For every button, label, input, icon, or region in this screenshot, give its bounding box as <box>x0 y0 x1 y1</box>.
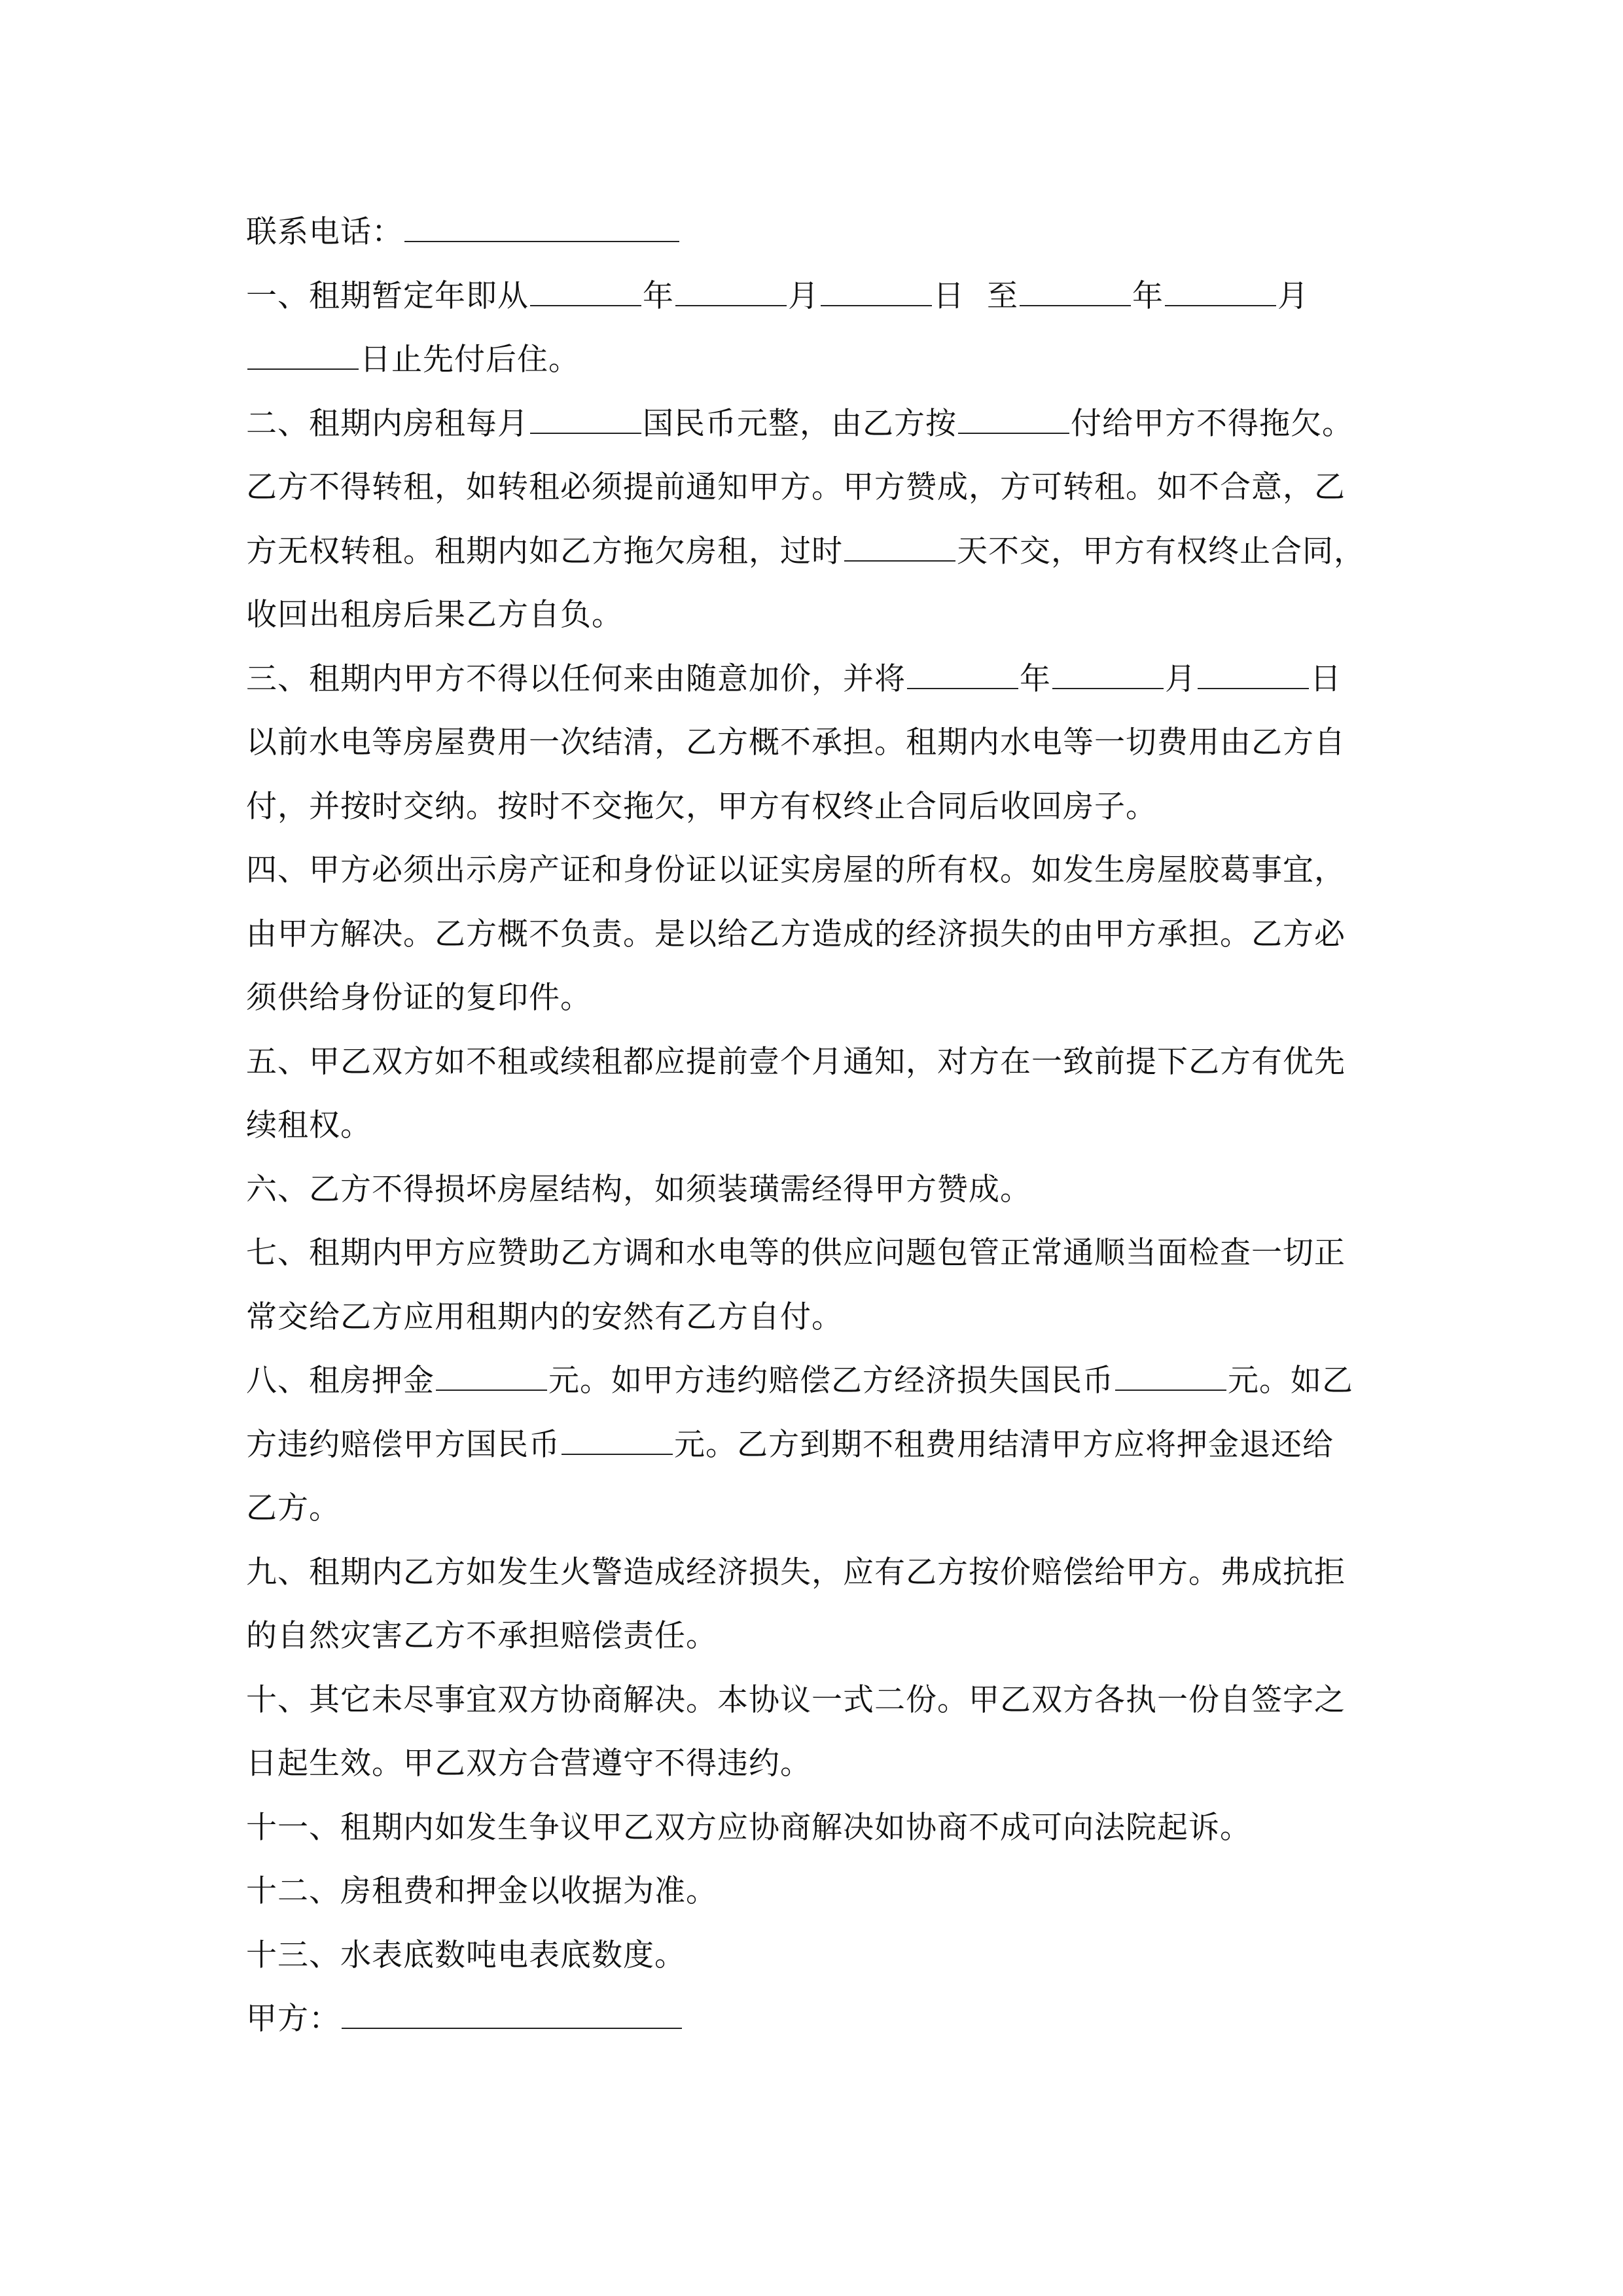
clause-5-line-1: 五、甲乙双方如不租或续租都应提前壹个月通知，对方在一致前提下乙方有优先 <box>246 1043 1346 1080</box>
deposit-blank[interactable] <box>436 1363 547 1391</box>
end-day-blank[interactable] <box>247 342 359 370</box>
clause-5-line-2: 续租权。 <box>246 1107 372 1143</box>
contact-line <box>246 200 1385 264</box>
clause-11-line-1: 十一、租期内如发生争议甲乙双方应协商解决如协商不成可向法院起诉。 <box>246 1809 1251 1846</box>
clause-7-line-1: 七、租期内甲方应赞助乙方调和水电等的供应问题包管正常通顺当面检查一切正 <box>246 1235 1346 1271</box>
signature-line <box>246 1987 1385 2051</box>
contract-body <box>246 200 1385 2051</box>
clause-3-line-2: 以前水电等房屋费用一次结清，乙方概不承担。租期内水电等一切费用由乙方自 <box>246 725 1346 761</box>
start-year-blank[interactable] <box>530 279 641 306</box>
clause-4-line-2: 由甲方解决。乙方概不负责。是以给乙方造成的经济损失的由甲方承担。乙方必 <box>246 916 1346 952</box>
clause-6-line-1: 六、乙方不得损坏房屋结构，如须装璜需经得甲方赞成。 <box>246 1171 1031 1208</box>
clause-3-line-3: 付，并按时交纳。按时不交拖欠，甲方有权终止合同后收回房子。 <box>246 788 1157 825</box>
clause-7-line-2: 常交给乙方应用租期内的安然有乙方自付。 <box>246 1299 843 1335</box>
clause-9-line-1: 九、租期内乙方如发生火警造成经济损失，应有乙方按价赔偿给甲方。弗成抗拒 <box>246 1554 1346 1590</box>
clause-2-line-2: 乙方不得转租，如转租必须提前通知甲方。甲方赞成，方可转租。如不合意，乙 <box>246 469 1346 505</box>
clause-13-line-1: 十三、水表底数吨电表底数度。 <box>246 1937 686 1973</box>
tenant-penalty-blank[interactable] <box>562 1427 673 1455</box>
monthly-rent-blank[interactable] <box>530 406 641 434</box>
contact-label: 联系电话： <box>246 214 403 250</box>
settle-year-blank[interactable] <box>907 662 1018 689</box>
clause-3-line-1: 三、租期内甲方不得以任何来由随意加价，并将 年 月 日 <box>246 660 1342 697</box>
clause-1-line-1: 一、租期暂定年即从 年 月 日 至 年 月 <box>246 278 1309 314</box>
overdue-days-blank[interactable] <box>844 534 955 562</box>
clause-10-line-1: 十、其它未尽事宜双方协商解决。本协议一式二份。甲乙双方各执一份自签字之 <box>246 1681 1346 1718</box>
clause-9-line-2: 的自然灾害乙方不承担赔偿责任。 <box>246 1618 717 1654</box>
landlord-penalty-blank[interactable] <box>1115 1363 1226 1391</box>
end-month-blank[interactable] <box>1165 279 1276 306</box>
end-year-blank[interactable] <box>1020 279 1131 306</box>
clause-4-line-3: 须供给身份证的复印件。 <box>246 980 592 1016</box>
clause-1-line-2: 日止先付后住。 <box>246 328 1385 392</box>
clause-2-line-3: 方无权转租。租期内如乙方拖欠房租，过时 天不交，甲方有权终止合同， <box>246 533 1365 569</box>
settle-day-blank[interactable] <box>1198 662 1309 689</box>
settle-month-blank[interactable] <box>1052 662 1164 689</box>
clause-2-line-1: 二、租期内房租每月 国民币元整，由乙方按 付给甲方不得拖欠。 <box>246 405 1353 442</box>
party-a-label: 甲方： <box>246 2001 340 2037</box>
payment-period-blank[interactable] <box>958 406 1069 434</box>
clause-12-line-1: 十二、房租费和押金以收据为准。 <box>246 1873 717 1909</box>
clause-2-line-4: 收回出租房后果乙方自负。 <box>246 597 623 633</box>
start-day-blank[interactable] <box>821 279 932 306</box>
start-month-blank[interactable] <box>675 279 787 306</box>
clause-10-line-2: 日起生效。甲乙双方合营遵守不得违约。 <box>246 1746 812 1782</box>
clause-8-line-3: 乙方。 <box>246 1490 340 1526</box>
contact-phone-blank[interactable] <box>404 215 679 242</box>
party-a-signature-blank[interactable] <box>342 2001 682 2029</box>
clause-4-line-1: 四、甲方必须出示房产证和身份证以证实房屋的所有权。如发生房屋胶葛事宜， <box>246 852 1346 888</box>
clause-8-line-2: 方违约赔偿甲方国民币 元。乙方到期不租费用结清甲方应将押金退还给 <box>246 1426 1334 1463</box>
clause-8-line-1: 八、租房押金 元。如甲方违约赔偿乙方经济损失国民币 元。如乙 <box>246 1363 1353 1399</box>
